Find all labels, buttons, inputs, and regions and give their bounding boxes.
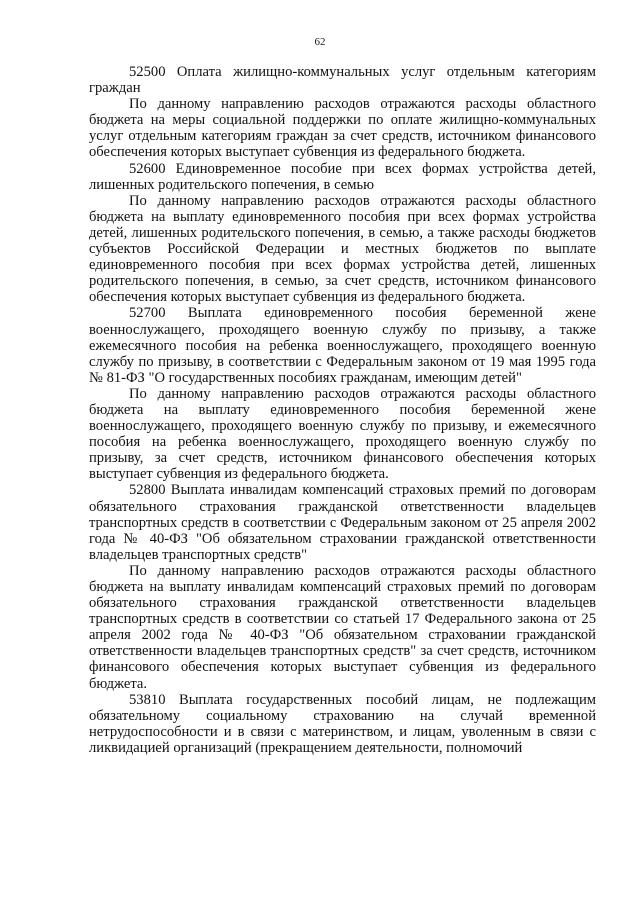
paragraph-52700-description: По данному направлению расходов отражаются расходы областного бюджета на выплату единовременного пособия беременной жене военнослужащего, проходящего военную службу по призыву, и ежемесячного пособия на ребенка военнослужащего, проходящего военную службу по призыву, за счет средств, источником финансового обеспечения которых выступает субвенция из федерального бюджета.	[89, 385, 596, 483]
paragraph-53810-heading: 53810 Выплата государственных пособий лицам, не подлежащим обязательному социальному страхованию на случай временной нетрудоспособности и в связи с материнством, и лицам, уволенным в связи с ликвидацией организаций (прекращением деятельности, полномочий	[89, 691, 596, 756]
paragraph-52600-description: По данному направлению расходов отражаются расходы областного бюджета на выплату единовременного пособия при всех формах устройства детей, лишенных родительского попечения, в семью, а также расходы бюджетов субъектов Российской Федерации и местных бюджетов по выплате единовременного пособия при всех формах устройства детей, лишенных родительского попечения, в семью, за счет средств, источником финансового обеспечения которых выступает субвенция из федерального бюджета.	[89, 192, 596, 306]
paragraph-52500-description: По данному направлению расходов отражаются расходы областного бюджета на меры социальной поддержки по оплате жилищно-коммунальных услуг отдельным категориям граждан за счет средств, источником финансового обеспечения которых выступает субвенция из федерального бюджета.	[89, 96, 596, 161]
paragraph-52800-heading: 52800 Выплата инвалидам компенсаций страховых премий по договорам обязательного страхования гражданской ответственности владельцев транспортных средств в соответствии с Федеральным законом от 25 апреля 2002 года № 40-ФЗ "Об обязательном страховании гражданской ответственности владельцев транспортных средств"	[89, 482, 596, 563]
document-body	[89, 64, 596, 756]
page-number: 62	[314, 36, 326, 48]
paragraph-52700-heading: 52700 Выплата единовременного пособия беременной жене военнослужащего, проходящего военную службу по призыву, а также ежемесячного пособия на ребенка военнослужащего, проходящего военную службу по призыву, в соответствии с Федеральным законом от 19 мая 1995 года № 81-ФЗ "О государственных пособиях гражданам, имеющим детей"	[89, 305, 596, 386]
paragraph-52800-description: По данному направлению расходов отражаются расходы областного бюджета на выплату инвалидам компенсаций страховых премий по договорам обязательного страхования гражданской ответственности владельцев транспортных средств в соответствии со статьей 17 Федерального закона от 25 апреля 2002 года № 40-ФЗ "Об обязательном страховании гражданской ответственности владельцев транспортных средств" за счет средств, источником финансового обеспечения которых выступает субвенция из федерального бюджета.	[89, 562, 596, 692]
paragraph-52600-heading: 52600 Единовременное пособие при всех формах устройства детей, лишенных родительского попечения, в семью	[89, 160, 596, 193]
paragraph-52500-heading: 52500 Оплата жилищно-коммунальных услуг отдельным категориям граждан	[89, 64, 596, 97]
